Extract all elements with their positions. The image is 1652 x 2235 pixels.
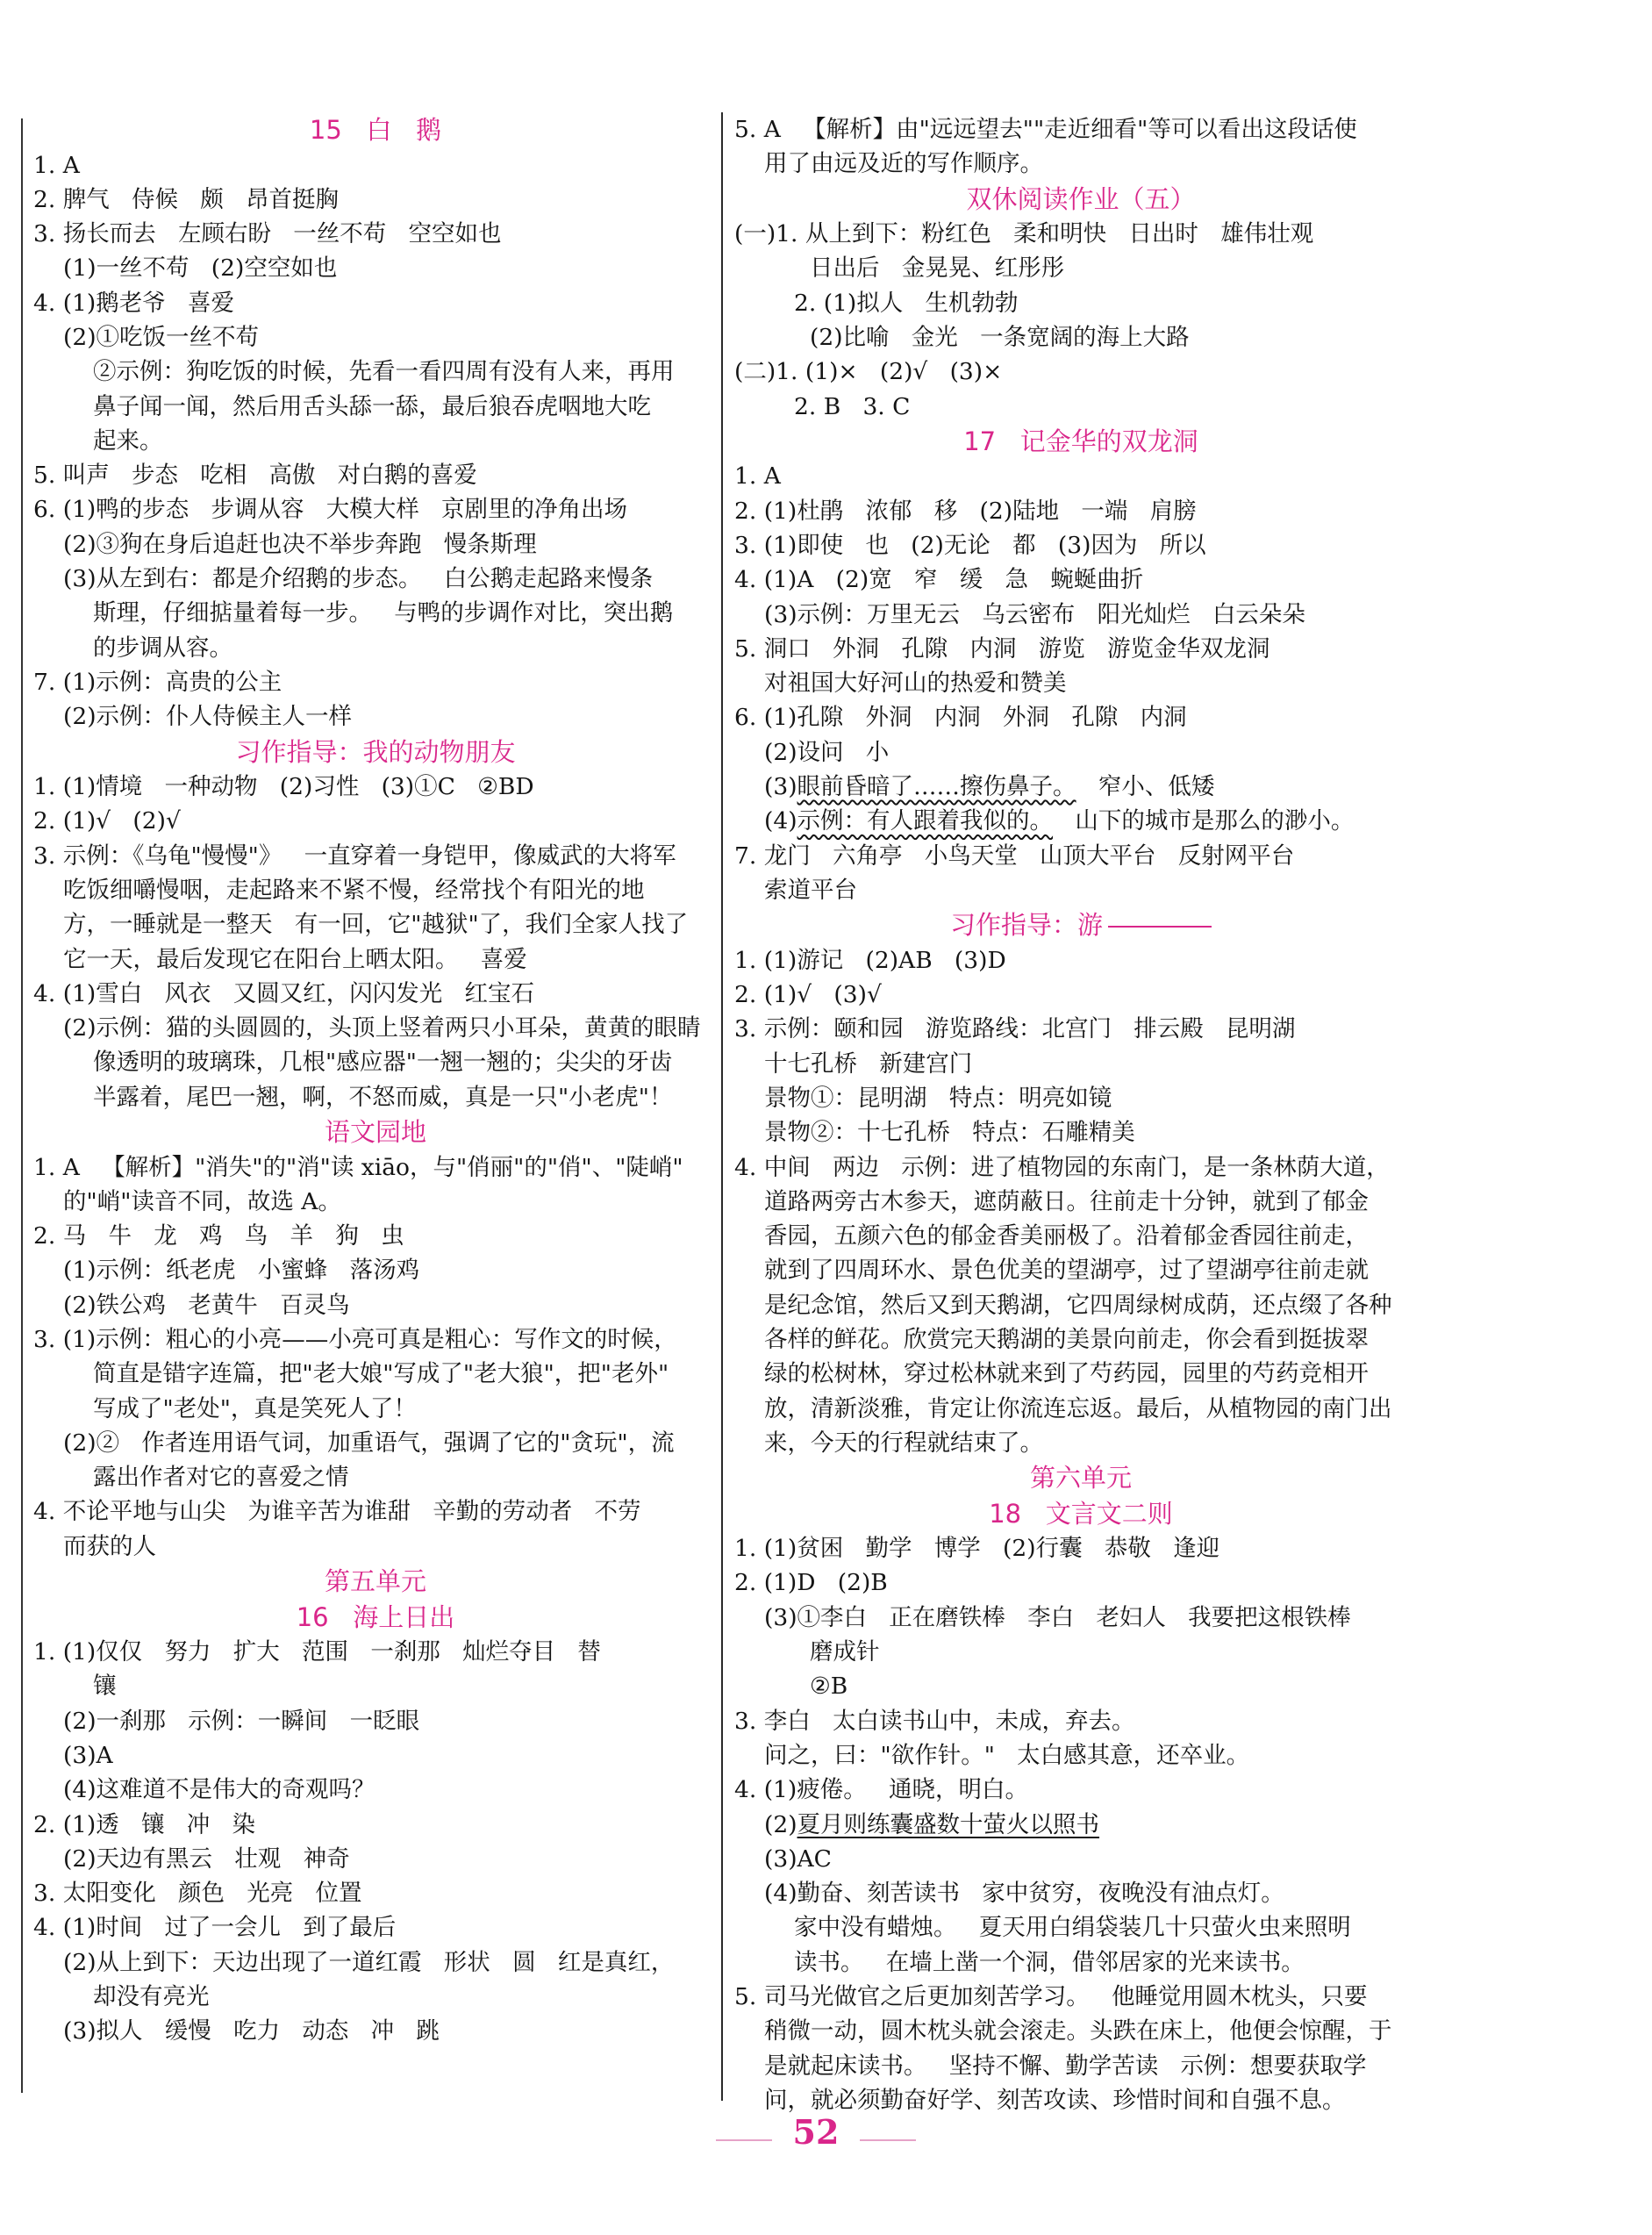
answer-line: 1. (1)贫困 勤学 博学 (2)行囊 恭敬 逢迎 <box>734 1535 1220 1563</box>
answer-line: 绿的松树林，穿过松林就来到了芍药园，园里的芍药竞相开 <box>764 1360 1369 1388</box>
answer-line: 各样的鲜花。欣赏完天鹅湖的美景向前走，你会看到挺拔翠 <box>764 1326 1369 1353</box>
answer-line: (4)这难道不是伟大的奇观吗？ <box>63 1776 375 1804</box>
answer-line: 镶 <box>93 1673 117 1701</box>
answer-line: 1. (1)游记 (2)AB (3)D <box>734 946 1006 974</box>
answer-line: (二)1. (1)× (2)√ (3)× <box>734 358 1003 386</box>
answer-line: 景物②：十七孔桥 特点：石雕精美 <box>764 1119 1135 1147</box>
right-answer-column <box>734 112 1427 2117</box>
answer-line: 2. (1)√ (3)√ <box>734 981 882 1009</box>
section-heading: 习作指导：我的动物朋友 <box>235 736 516 767</box>
answer-line: 斯理，仔细掂量着每一步。 与鸭的步调作对比，突出鹅 <box>93 599 674 627</box>
answer-line: 是纪念馆，然后又到天鹅湖，它四周绿树成荫，还点缀了各种 <box>764 1291 1392 1319</box>
answer-line: 2. 马 牛 龙 鸡 鸟 羊 狗 虫 <box>33 1222 404 1250</box>
section-heading: 习作指导：游 <box>734 907 1427 943</box>
answer-line: (2)铁公鸡 老黄牛 百灵鸟 <box>63 1291 350 1319</box>
answer-line: 索道平台 <box>764 876 857 904</box>
answer-line: 2. (1)杜鹃 浓郁 移 (2)陆地 一端 肩膀 <box>734 497 1197 525</box>
answer-line: 2. B 3. C <box>794 392 911 420</box>
answer-line: 的"峭"读音不同，故选 A。 <box>63 1187 341 1215</box>
answer-line: 6. (1)孔隙 外洞 内洞 外洞 孔隙 内洞 <box>734 704 1187 732</box>
answer-line: 3. 李白 太白读书山中，未成，弃去。 <box>734 1707 1135 1735</box>
answer-line: (2)从上到下：天边出现了一道红霞 形状 圆 红是真红， <box>63 1948 675 1976</box>
answer-line: (2)③狗在身后追赶也决不举步奔跑 慢条斯理 <box>63 530 537 558</box>
answer-line: 1. A <box>734 462 781 491</box>
answer-line: 4. 中间 两边 示例：进了植物园的东南门，是一条林荫大道， <box>734 1153 1390 1181</box>
answer-line: 3. 示例：颐和园 游览路线：北宫门 排云殿 昆明湖 <box>734 1015 1296 1043</box>
answer-line: 5. 司马光做官之后更加刻苦学习。 他睡觉用圆木枕头，只要 <box>734 1983 1368 2011</box>
answer-line: 5. 洞口 外洞 孔隙 内洞 游览 游览金华双龙洞 <box>734 634 1270 663</box>
answer-line: (2)一刹那 示例：一瞬间 一眨眼 <box>63 1707 420 1735</box>
wavy-underlined-text: 示例：有人跟着我似的。 <box>797 807 1054 835</box>
answer-line: 3. 太阳变化 颜色 光亮 位置 <box>33 1880 362 1908</box>
answer-line: 简直是错字连篇，把"老大娘"写成了"老大狼"，把"老外" <box>93 1360 669 1388</box>
answer-line: 2. 脾气 侍候 颇 昂首挺胸 <box>33 185 340 213</box>
section-heading: 语文园地 <box>324 1117 426 1148</box>
section-heading: 15 白 鹅 <box>309 115 442 145</box>
section-heading: 17 记金华的双龙洞 <box>963 426 1198 456</box>
answer-line: 对祖国大好河山的热爱和赞美 <box>764 670 1067 698</box>
answer-line: 来，今天的行程就结束了。 <box>764 1429 1043 1457</box>
section-heading: 第五单元 <box>324 1566 426 1597</box>
column-divider <box>721 112 723 2101</box>
answer-line: 1. (1)仅仅 努力 扩大 范围 一刹那 灿烂夺目 替 <box>33 1638 601 1666</box>
answer-line: 7. 龙门 六角亭 小鸟天堂 山顶大平台 反射网平台 <box>734 842 1295 870</box>
answer-line: 像透明的玻璃珠，几根"感应器"一翘一翘的；尖尖的牙齿 <box>93 1049 673 1077</box>
answer-line: 1. A <box>33 151 80 179</box>
answer-line: (3)眼前昏暗了……擦伤鼻子。 窄小、低矮 <box>764 773 1215 801</box>
footer-rule-right <box>860 2139 916 2141</box>
answer-line: 稍微一动，圆木枕头就会滚走。头跌在床上，他便会惊醒，于 <box>764 2017 1392 2045</box>
answer-line: 吃饭细嚼慢咽，走起路来不紧不慢，经常找个有阳光的地 <box>63 876 645 904</box>
answer-line: (3)A <box>63 1741 113 1769</box>
answer-line: (2)①吃饭一丝不苟 <box>63 323 260 351</box>
answer-line: 2. (1)透 镶 冲 染 <box>33 1810 256 1838</box>
answer-line: 4. (1)A (2)宽 窄 缓 急 蜿蜒曲折 <box>734 566 1144 594</box>
section-heading: 18 文言文二则 <box>989 1498 1173 1529</box>
answer-line: 3. 扬长而去 左顾右盼 一丝不苟 空空如也 <box>33 220 502 248</box>
answer-line: 就到了四周环水、景色优美的望湖亭，过了望湖亭往前走就 <box>764 1257 1369 1285</box>
section-heading: 第六单元 <box>1029 1463 1132 1494</box>
answer-line: 读书。 在墙上凿一个洞，借邻居家的光来读书。 <box>794 1948 1305 1976</box>
answer-line: 问，就必须勤奋好学、刻苦攻读、珍惜时间和自强不息。 <box>764 2086 1346 2114</box>
answer-line: 5. 叫声 步态 吃相 高傲 对白鹅的喜爱 <box>33 462 477 490</box>
answer-line: (1)一丝不苟 (2)空空如也 <box>63 254 338 283</box>
answer-line: 十七孔桥 新建宫门 <box>764 1049 973 1078</box>
answer-line: 而获的人 <box>63 1532 156 1560</box>
wavy-underlined-text: 眼前昏暗了……擦伤鼻子。 <box>797 773 1076 801</box>
answer-line: (3)AC <box>764 1845 832 1873</box>
answer-line: 写成了"老处"，真是笑死人了！ <box>93 1394 417 1422</box>
answer-line: (3)从左到右：都是介绍鹅的步态。 白公鹅走起路来慢条 <box>63 565 654 593</box>
answer-line: 香园，五颜六色的郁金香美丽极了。沿着郁金香园往前走， <box>764 1222 1369 1250</box>
answer-line: 3. (1)示例：粗心的小亮——小亮可真是粗心：写作文的时候， <box>33 1326 677 1353</box>
page-footer <box>614 2106 1018 2159</box>
section-heading: 双休阅读作业（五） <box>966 183 1196 214</box>
answer-line: (2)天边有黑云 壮观 神奇 <box>63 1845 350 1873</box>
answer-line: 4. (1)雪白 风衣 又圆又红，闪闪发光 红宝石 <box>33 979 535 1007</box>
answer-line: (1)示例：纸老虎 小蜜蜂 落汤鸡 <box>63 1257 420 1285</box>
answer-line: (3)示例：万里无云 乌云密布 阳光灿烂 白云朵朵 <box>764 600 1305 628</box>
answer-line: 2. (1)D (2)B <box>734 1569 888 1597</box>
answer-line: 1. (1)情境 一种动物 (2)习性 (3)①C ②BD <box>33 773 534 801</box>
answer-line: 家中没有蜡烛。 夏天用白绢袋装几十只萤火虫来照明 <box>794 1914 1351 1942</box>
answer-line: 半露着，尾巴一翘，啊，不怒而威，真是一只"小老虎"！ <box>93 1083 673 1111</box>
blank-fill-line <box>1108 926 1212 928</box>
answer-line: 起来。 <box>93 426 163 455</box>
answer-line: 2. (1)拟人 生机勃勃 <box>794 289 1019 317</box>
answer-line: 1. A 【解析】"消失"的"消"读 xiāo，与"俏丽"的"俏"、"陡峭" <box>33 1153 683 1181</box>
answer-line: (2)比喻 金光 一条宽阔的海上大路 <box>810 323 1190 351</box>
answer-line: 4. (1)时间 过了一会儿 到了最后 <box>33 1914 397 1942</box>
answer-line: 它一天，最后发现它在阳台上晒太阳。 喜爱 <box>63 945 527 973</box>
answer-line: 却没有亮光 <box>93 1983 210 2011</box>
answer-line: 7. (1)示例：高贵的公主 <box>33 668 282 696</box>
answer-line: 道路两旁古木参天，遮荫蔽日。往前走十分钟，就到了郁金 <box>764 1187 1369 1215</box>
answer-line: ②示例：狗吃饭的时候，先看一看四周有没有人来，再用 <box>93 358 675 386</box>
answer-line: (2)示例：仆人侍候主人一样 <box>63 703 353 731</box>
answer-line: (2)② 作者连用语气词，加重语气，强调了它的"贪玩"，流 <box>63 1429 675 1457</box>
answer-line: 6. (1)鸭的步态 步调从容 大模大样 京剧里的净角出场 <box>33 496 628 524</box>
answer-line: 4. 不论平地与山尖 为谁辛苦为谁甜 辛勤的劳动者 不劳 <box>33 1498 641 1526</box>
section-heading: 16 海上日出 <box>296 1601 455 1632</box>
answer-line: 5. A 【解析】由"远远望去""走近细看"等可以看出这段话使 <box>734 116 1357 143</box>
answer-line: 露出作者对它的喜爱之情 <box>93 1464 349 1492</box>
answer-line: (3)拟人 缓慢 吃力 动态 冲 跳 <box>63 2017 440 2045</box>
answer-line: (2)示例：猫的头圆圆的，头顶上竖着两只小耳朵，黄黄的眼睛 <box>63 1014 701 1042</box>
answer-line: 日出后 金晃晃、红彤彤 <box>810 254 1065 283</box>
answer-line: 是就起床读书。 坚持不懈、勤学苦读 示例：想要获取学 <box>764 2052 1367 2080</box>
answer-line: 问之，曰："欲作针。" 太白感其意，还卒业。 <box>764 1741 1250 1769</box>
answer-line: 景物①：昆明湖 特点：明亮如镜 <box>764 1084 1112 1112</box>
answer-line: 的步调从容。 <box>93 634 232 662</box>
answer-line: 4. (1)疲倦。 通晓，明白。 <box>734 1776 1029 1804</box>
answer-line: 鼻子闻一闻，然后用舌头舔一舔，最后狼吞虎咽地大吃 <box>93 392 651 420</box>
answer-line: (一)1. 从上到下：粉红色 柔和明快 日出时 雄伟壮观 <box>734 220 1314 248</box>
answer-line: 3. (1)即使 也 (2)无论 都 (3)因为 所以 <box>734 531 1206 559</box>
left-answer-column <box>33 112 718 2049</box>
answer-line: 2. (1)√ (2)√ <box>33 807 181 835</box>
answer-line: 3. 示例：《乌龟"慢慢"》 一直穿着一身铠甲，像威武的大将军 <box>33 842 676 870</box>
page-number: 52 <box>792 2112 840 2152</box>
answer-line: (3)①李白 正在磨铁棒 李白 老妇人 我要把这根铁棒 <box>764 1603 1351 1631</box>
underlined-text: 夏月则练囊盛数十萤火以照书 <box>797 1810 1100 1838</box>
page-edge-line <box>21 118 23 2093</box>
answer-line: ②B <box>810 1673 848 1701</box>
answer-line: 磨成针 <box>810 1638 880 1666</box>
answer-line: (2)夏月则练囊盛数十萤火以照书 <box>764 1810 1100 1838</box>
answer-line: (2)设问 小 <box>764 738 890 766</box>
answer-line: 放，清新淡雅，肯定让你流连忘返。最后，从植物园的南门出 <box>764 1394 1392 1422</box>
answer-line: 方，一睡就是一整天 有一回，它"越狱"了，我们全家人找了 <box>63 911 689 939</box>
answer-line: 4. (1)鹅老爷 喜爱 <box>33 289 235 317</box>
answer-line: (4)示例：有人跟着我似的。 山下的城市是那么的渺小。 <box>764 807 1355 835</box>
answer-line: (4)勤奋、刻苦读书 家中贫穷，夜晚没有油点灯。 <box>764 1880 1284 1908</box>
footer-rule-left <box>716 2139 772 2141</box>
answer-line: 用了由远及近的写作顺序。 <box>764 150 1043 178</box>
